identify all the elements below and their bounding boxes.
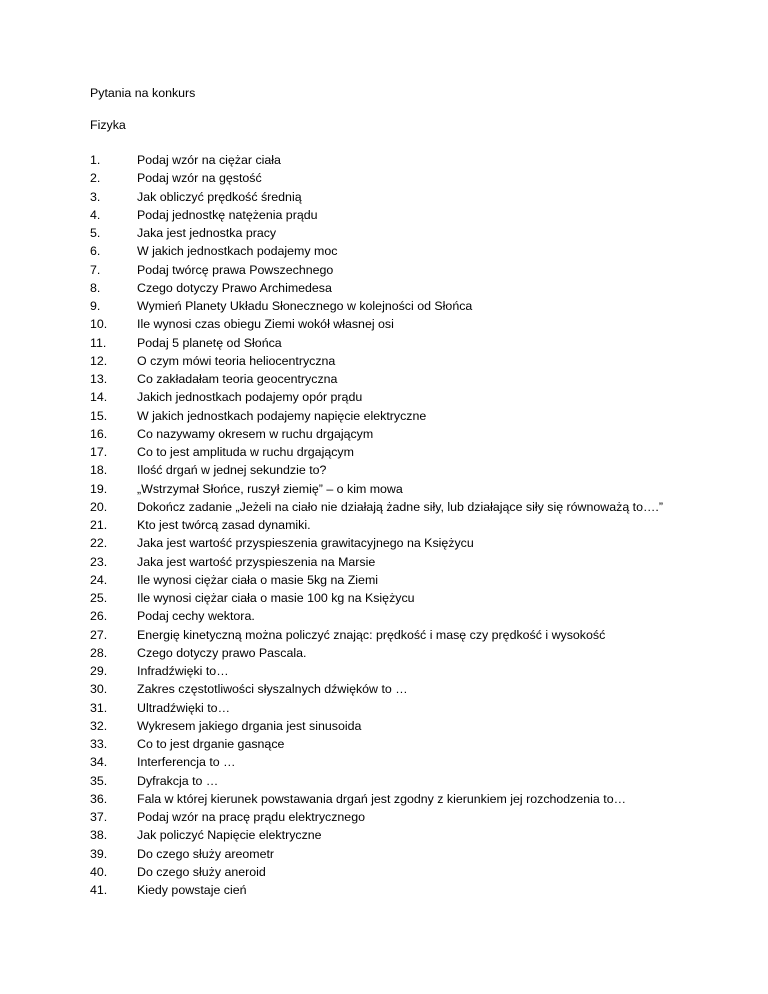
section-title: Fizyka [90, 118, 126, 132]
question-number: 39. [90, 846, 108, 861]
question-number: 27. [90, 627, 108, 642]
list-item [90, 242, 690, 260]
question-text: Podaj wzór na ciężar ciała [137, 153, 281, 167]
list-item [90, 315, 690, 333]
list-item [90, 297, 690, 315]
question-number: 9. [90, 299, 101, 313]
list-item [90, 644, 690, 662]
question-number: 29. [90, 664, 108, 678]
question-number: 18. [90, 463, 108, 478]
question-text: Podaj jednostkę natężenia prądu [137, 207, 318, 222]
question-number: 15. [90, 408, 108, 423]
question-text: Jaka jest wartość przyspieszenia na Marsie [137, 554, 376, 569]
question-number: 3. [90, 189, 101, 204]
question-number: 10. [90, 317, 108, 332]
question-number: 4. [90, 207, 101, 222]
question-text: Jaka jest wartość przyspieszenia grawitacyjnego na Księżycu [137, 536, 474, 551]
list-item [90, 607, 690, 625]
question-text: Kto jest twórcą zasad dynamiki. [137, 518, 311, 532]
question-text: Ultradźwięki to… [137, 700, 230, 715]
list-item [90, 753, 690, 771]
question-number: 21. [90, 518, 108, 532]
question-text: Jak obliczyć prędkość średnią [137, 189, 302, 204]
list-item [90, 808, 690, 826]
question-text: Jakich jednostkach podajemy opór prądu [137, 390, 363, 405]
list-item [90, 790, 690, 808]
question-number: 7. [90, 262, 101, 277]
question-text: Energię kinetyczną można policzyć znając: prędkość i masę czy prędkość i wysokość [137, 627, 606, 642]
question-text: Co to jest drganie gasnące [137, 737, 285, 751]
question-text: Dyfrakcja to … [137, 773, 219, 788]
question-number: 31. [90, 700, 108, 715]
question-text: Podaj wzór na pracę prądu elektrycznego [137, 810, 365, 824]
list-item [90, 443, 690, 461]
question-text: Podaj 5 planetę od Słońca [137, 335, 282, 350]
question-text: Jaka jest jednostka pracy [137, 226, 277, 240]
list-item [90, 334, 690, 352]
question-number: 35. [90, 773, 108, 788]
question-list [90, 151, 690, 899]
list-item [90, 279, 690, 297]
question-text: W jakich jednostkach podajemy moc [137, 244, 338, 259]
question-text: Podaj wzór na gęstość [137, 171, 262, 186]
question-text: Infradźwięki to… [137, 664, 229, 678]
list-item [90, 224, 690, 242]
question-number: 30. [90, 682, 108, 697]
question-text: Podaj twórcę prawa Powszechnego [137, 262, 334, 277]
question-number: 32. [90, 718, 108, 733]
list-item [90, 261, 690, 279]
question-number: 28. [90, 645, 108, 660]
question-text: Czego dotyczy prawo Pascala. [137, 645, 307, 660]
question-number: 20. [90, 499, 108, 514]
list-item [90, 407, 690, 425]
question-text: Wymień Planety Układu Słonecznego w kolejności od Słońca [137, 299, 473, 313]
document-page [90, 84, 690, 899]
list-item [90, 534, 690, 552]
list-item [90, 553, 690, 571]
list-item [90, 498, 690, 516]
question-number: 14. [90, 390, 108, 405]
question-text: Zakres częstotliwości słyszalnych dźwięków to … [137, 682, 408, 697]
question-number: 6. [90, 244, 101, 259]
question-number: 24. [90, 572, 108, 587]
list-item [90, 516, 690, 534]
document-title: Pytania na konkurs [90, 86, 196, 100]
question-number: 38. [90, 828, 108, 843]
question-text: Co to jest amplituda w ruchu drgającym [137, 445, 354, 459]
list-item [90, 826, 690, 844]
question-text: Jak policzyć Napięcie elektryczne [137, 828, 322, 843]
list-item [90, 735, 690, 753]
question-number: 26. [90, 609, 108, 624]
list-item [90, 151, 690, 169]
list-item [90, 626, 690, 644]
question-text: Kiedy powstaje cień [137, 883, 247, 897]
question-number: 37. [90, 810, 108, 824]
question-number: 12. [90, 353, 108, 368]
question-number: 23. [90, 554, 108, 569]
question-text: O czym mówi teoria heliocentryczna [137, 353, 336, 368]
question-number: 25. [90, 591, 108, 605]
question-number: 40. [90, 864, 108, 879]
question-text: Wykresem jakiego drgania jest sinusoida [137, 718, 362, 733]
question-text: Do czego służy aneroid [137, 864, 266, 879]
question-number: 22. [90, 536, 108, 551]
question-number: 1. [90, 153, 101, 167]
question-text: Ilość drgań w jednej sekundzie to? [137, 463, 327, 478]
list-item [90, 881, 690, 899]
list-item [90, 370, 690, 388]
question-text: Co nazywamy okresem w ruchu drgającym [137, 426, 374, 441]
question-number: 36. [90, 791, 108, 806]
question-number: 16. [90, 426, 108, 441]
list-item [90, 571, 690, 589]
question-text: Ile wynosi ciężar ciała o masie 100 kg na Księżycu [137, 591, 415, 605]
question-number: 2. [90, 171, 101, 186]
question-number: 8. [90, 280, 101, 295]
list-item [90, 845, 690, 863]
question-text: Czego dotyczy Prawo Archimedesa [137, 280, 332, 295]
question-text: Co zakładałam teoria geocentryczna [137, 372, 338, 386]
question-number: 13. [90, 372, 108, 386]
question-text: W jakich jednostkach podajemy napięcie elektryczne [137, 408, 427, 423]
list-item [90, 388, 690, 406]
list-item [90, 863, 690, 881]
question-number: 5. [90, 226, 101, 240]
list-item [90, 680, 690, 698]
list-item [90, 480, 690, 498]
question-number: 19. [90, 481, 108, 496]
question-text: Dokończ zadanie „Jeżeli na ciało nie działają żadne siły, lub działające siły się równoważą to….” [137, 499, 663, 514]
list-item [90, 717, 690, 735]
list-item [90, 206, 690, 224]
list-item [90, 772, 690, 790]
list-item [90, 169, 690, 187]
question-text: Ile wynosi ciężar ciała o masie 5kg na Ziemi [137, 572, 379, 587]
question-text: Podaj cechy wektora. [137, 609, 255, 624]
question-text: „Wstrzymał Słońce, ruszył ziemię” – o kim mowa [137, 481, 403, 496]
list-item [90, 188, 690, 206]
list-item [90, 425, 690, 443]
list-item [90, 589, 690, 607]
question-text: Fala w której kierunek powstawania drgań jest zgodny z kierunkiem jej rozchodzenia to… [137, 791, 626, 806]
question-number: 34. [90, 755, 108, 770]
list-item [90, 352, 690, 370]
question-text: Ile wynosi czas obiegu Ziemi wokół własnej osi [137, 317, 394, 332]
question-text: Do czego służy areometr [137, 846, 275, 861]
question-text: Interferencja to … [137, 755, 236, 770]
list-item [90, 699, 690, 717]
list-item [90, 662, 690, 680]
question-number: 41. [90, 883, 108, 897]
question-number: 17. [90, 445, 108, 459]
list-item [90, 461, 690, 479]
question-number: 11. [90, 335, 107, 350]
question-number: 33. [90, 737, 108, 751]
